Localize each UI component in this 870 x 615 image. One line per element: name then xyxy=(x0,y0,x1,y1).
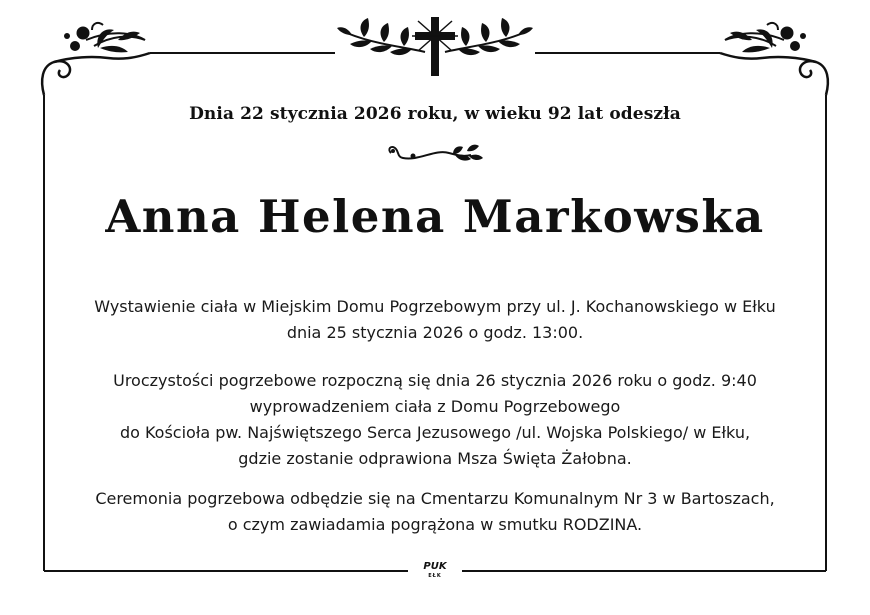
deceased-name: Anna Helena Markowska xyxy=(105,190,765,243)
text-line: do Kościoła pw. Najświętszego Serca Jezusowego /ul. Wojska Polskiego/ w Ełku, xyxy=(119,423,751,442)
text-line: Uroczystości pogrzebowe rozpoczną się dnia 26 stycznia 2026 roku o godz. 9:40 xyxy=(113,371,757,390)
ceremony-paragraph xyxy=(40,368,830,472)
text-line: dnia 25 stycznia 2026 o godz. 13:00. xyxy=(286,323,584,342)
cross-with-rays-icon xyxy=(337,17,533,76)
viewing-paragraph xyxy=(40,294,830,346)
leaf-flourish-icon xyxy=(383,141,487,169)
text-line: wyprowadzeniem ciała z Domu Pogrzebowego xyxy=(249,397,621,416)
puk-logo xyxy=(417,561,453,585)
burial-paragraph xyxy=(40,486,830,538)
floral-corner-ornament-right-icon xyxy=(720,23,828,95)
logo-main-text: PUK xyxy=(423,561,447,572)
death-announcement-header: Dnia 22 stycznia 2026 roku, w wieku 92 lat odeszła xyxy=(189,104,681,124)
text-line: Ceremonia pogrzebowa odbędzie się na Cmentarzu Komunalnym Nr 3 w Bartoszach, xyxy=(95,489,775,508)
logo-sub-text: EŁK xyxy=(428,573,442,579)
text-line: Wystawienie ciała w Miejskim Domu Pogrzebowym przy ul. J. Kochanowskiego w Ełku xyxy=(94,297,776,316)
text-line: gdzie zostanie odprawiona Msza Święta Żałobna. xyxy=(238,449,632,468)
text-line: o czym zawiadamia pogrążona w smutku RODZINA. xyxy=(227,515,643,534)
floral-corner-ornament-left-icon xyxy=(42,23,150,95)
